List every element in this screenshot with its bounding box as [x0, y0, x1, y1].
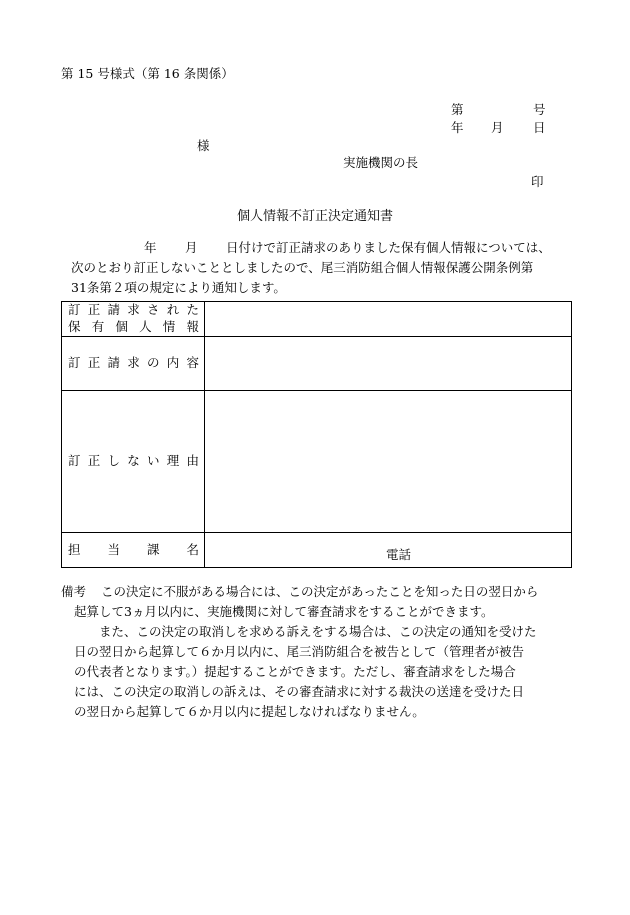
remarks-line: 起算して3ヵ月以内に、実施機関に対して審査請求をすることができます。 [74, 604, 494, 619]
row-label-line: 保有個人情報 [68, 319, 199, 334]
intro-year-label: 年 [144, 240, 157, 255]
intro-line-2: 次のとおり訂正しないこととしましたので、尾三消防組合個人情報保護公開条例第 [71, 260, 534, 275]
row-label-reason [62, 391, 205, 533]
table-row [62, 302, 572, 337]
remarks-line: また、この決定の取消しを求める訴えをする場合は、この決定の通知を受けた [99, 624, 537, 639]
intro-month-label: 月 [185, 240, 198, 255]
remarks-header: 備考 [61, 584, 87, 599]
seal-mark: 印 [531, 174, 544, 189]
value-request-content [205, 337, 572, 391]
row-label-request-content [62, 337, 205, 391]
remarks-line: の代表者となります。）提起することができます。ただし、審査請求をした場合 [74, 664, 516, 679]
value-reason [205, 391, 572, 533]
table-row [62, 337, 572, 391]
row-label-line: 訂正請求された [68, 302, 199, 318]
row-label-requested-info [62, 302, 205, 337]
intro-line-3: 31条第２項の規定により通知します。 [71, 280, 286, 295]
remarks-line: 日の翌日から起算して６か月以内に、尾三消防組合を被告として（管理者が被告 [74, 644, 525, 659]
document-number-prefix: 第 [451, 102, 464, 117]
row-label-line: 訂正しない理由 [68, 453, 199, 469]
remarks-line: の翌日から起算して６か月以内に提起しなければなりません。 [74, 704, 425, 719]
row-label-line: 担当課名 [68, 541, 199, 557]
value-department [205, 533, 572, 568]
issuer-title: 実施機関の長 [343, 155, 419, 170]
table-row [62, 391, 572, 533]
date-day-label: 日 [533, 120, 546, 135]
remarks-line: この決定に不服がある場合には、この決定があったことを知った日の翌日から [101, 584, 539, 599]
date-year-label: 年 [451, 120, 464, 135]
document-title: 個人情報不訂正決定通知書 [237, 209, 394, 224]
phone-label: 電話 [386, 546, 412, 562]
row-label-line: 訂正請求の内容 [68, 355, 199, 371]
document-number-suffix: 号 [533, 102, 546, 117]
table-row [62, 533, 572, 568]
remarks-line: には、この決定の取消しの訴えは、その審査請求に対する裁決の送達を受けた日 [74, 684, 525, 699]
row-label-department [62, 533, 205, 568]
value-requested-info [205, 302, 572, 337]
date-month-label: 月 [491, 120, 504, 135]
intro-line-1-text: 日付けで訂正請求のありました保有個人情報については、 [226, 240, 551, 255]
notice-table [61, 301, 572, 568]
addressee-suffix: 様 [197, 138, 210, 153]
form-label: 第 15 号様式（第 16 条関係） [61, 66, 234, 81]
